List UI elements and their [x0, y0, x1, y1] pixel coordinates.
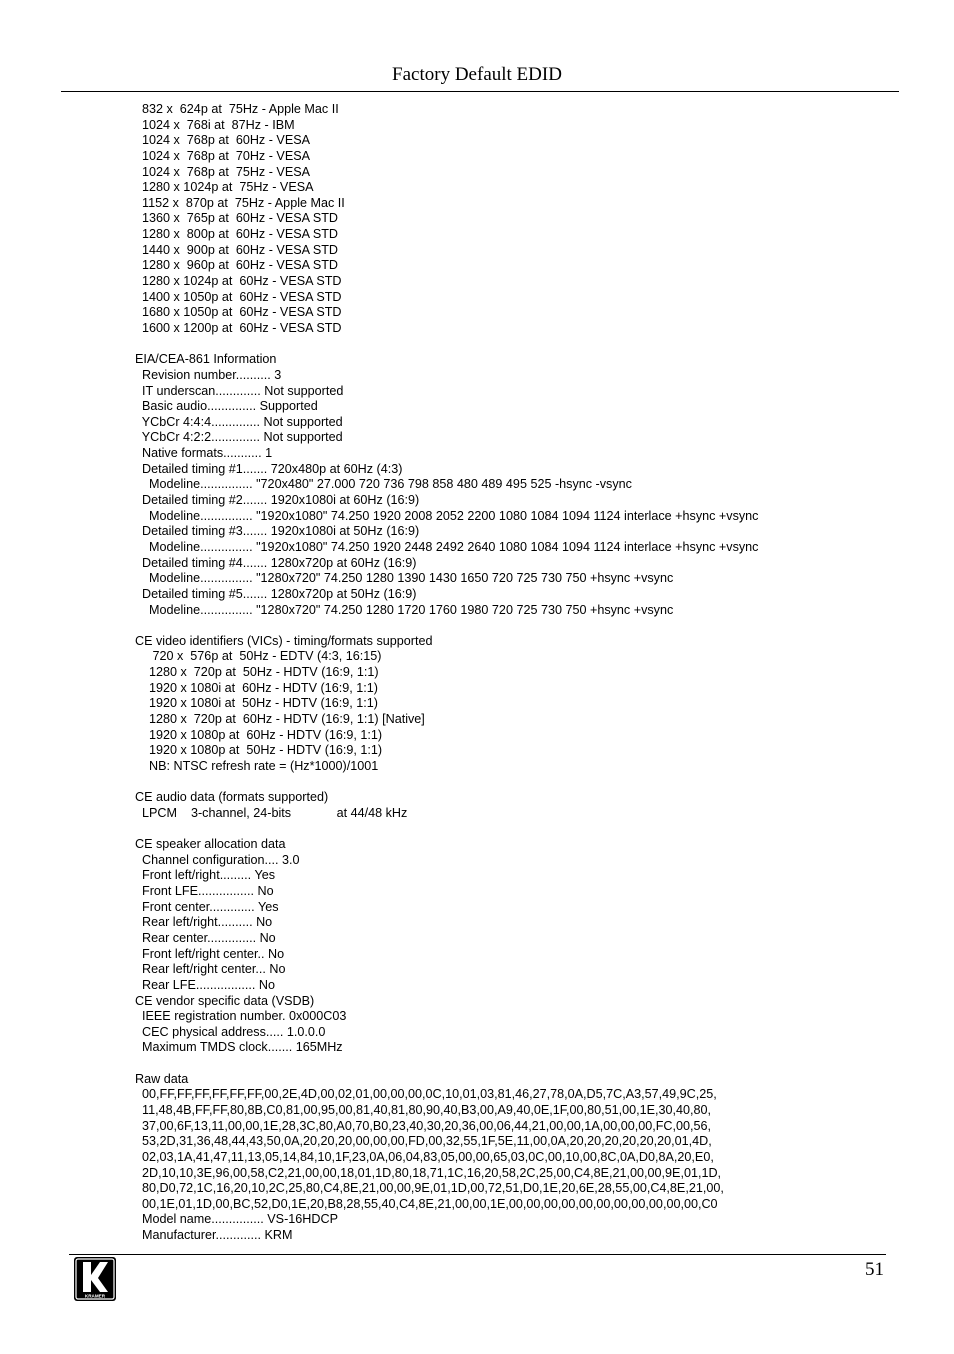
report-line: CE audio data (formats supported) — [135, 790, 329, 805]
report-line: Detailed timing #4....... 1280x720p at 60Hz (16:9) — [135, 555, 417, 570]
page-number: 51 — [865, 1259, 884, 1280]
report-line: 02,03,1A,41,47,11,13,05,14,84,10,1F,23,0A,06,04,83,05,00,00,65,03,0C,00,10,00,8C,0A,D0,8A,20,E0, — [135, 1149, 714, 1164]
header-divider — [61, 91, 899, 92]
report-line: Detailed timing #2....... 1920x1080i at 60Hz (16:9) — [135, 493, 420, 508]
report-line: Front center............. Yes — [135, 899, 279, 914]
kramer-logo — [74, 1257, 116, 1301]
report-line: Modeline............... "1920x1080" 74.250 1920 2008 2052 2200 1080 1084 1094 1124 interlace +hsync +vsync — [135, 508, 759, 523]
report-line: CE video identifiers (VICs) - timing/formats supported — [135, 633, 433, 648]
report-line: 1920 x 1080p at 50Hz - HDTV (16:9, 1:1) — [135, 743, 383, 758]
report-line: 1280 x 1024p at 60Hz - VESA STD — [135, 274, 342, 289]
report-line: 1024 x 768p at 60Hz - VESA — [135, 133, 311, 148]
report-line — [135, 821, 935, 837]
edid-report-text — [135, 102, 935, 1244]
report-line: Front left/right center.. No — [135, 946, 285, 961]
report-line: 11,48,4B,FF,FF,80,8B,C0,81,00,95,00,81,40,81,80,90,40,B3,00,A9,40,0E,1F,00,80,51,00,1E,30,40,80, — [135, 1103, 712, 1117]
report-line: 1280 x 1024p at 75Hz - VESA — [135, 180, 314, 195]
report-line: 1920 x 1080p at 60Hz - HDTV (16:9, 1:1) — [135, 727, 383, 742]
report-line: Modeline............... "1280x720" 74.250 1280 1390 1430 1650 720 725 730 750 +hsync +vsync — [135, 571, 674, 586]
report-line: Rear left/right.......... No — [135, 915, 273, 930]
report-line — [135, 775, 935, 791]
report-line: Modeline............... "1280x720" 74.250 1280 1720 1760 1980 720 725 730 750 +hsync +vsync — [135, 602, 674, 617]
report-line: Channel configuration.... 3.0 — [135, 852, 300, 867]
report-line: Rear LFE................. No — [135, 977, 275, 992]
footer-divider — [69, 1254, 886, 1255]
report-line: 1360 x 765p at 60Hz - VESA STD — [135, 211, 339, 226]
report-line: Maximum TMDS clock....... 165MHz — [135, 1040, 343, 1055]
report-line: Revision number.......... 3 — [135, 367, 282, 382]
report-line — [135, 337, 935, 353]
report-line: 53,2D,31,36,48,44,43,50,0A,20,20,20,00,00,00,FD,00,32,55,1F,5E,11,00,0A,20,20,20,20,20,20,01,4D, — [135, 1134, 712, 1149]
report-line: LPCM 3-channel, 24-bits at 44/48 kHz — [135, 805, 408, 820]
report-line: CE speaker allocation data — [135, 837, 286, 852]
report-line: YCbCr 4:2:2.............. Not supported — [135, 430, 343, 445]
report-line: IT underscan............. Not supported — [135, 383, 344, 398]
report-line: Modeline............... "1920x1080" 74.250 1920 2448 2492 2640 1080 1084 1094 1124 interlace +hsync +vsync — [135, 539, 759, 554]
report-line: 1280 x 800p at 60Hz - VESA STD — [135, 227, 339, 242]
report-line: 2D,10,10,3E,96,00,58,C2,21,00,00,18,01,1D,80,18,71,1C,16,20,58,2C,25,00,C4,8E,21,00,00,9E,01,1D, — [135, 1165, 722, 1180]
report-line: Basic audio.............. Supported — [135, 399, 318, 414]
report-line: 720 x 576p at 50Hz - EDTV (4:3, 16:15) — [135, 649, 382, 664]
report-line: 1280 x 960p at 60Hz - VESA STD — [135, 258, 339, 273]
report-line: 80,D0,72,1C,16,20,10,2C,25,80,C4,8E,21,00,00,9E,01,1D,00,72,51,D0,1E,20,6E,28,55,00,C4,8E,21,00, — [135, 1181, 724, 1196]
report-line: 1680 x 1050p at 60Hz - VESA STD — [135, 305, 342, 320]
report-line: 1440 x 900p at 60Hz - VESA STD — [135, 242, 339, 257]
report-line: 00,1E,01,1D,00,BC,52,D0,1E,20,B8,28,55,40,C4,8E,21,00,00,1E,00,00,00,00,00,00,00,00,00,00,00,C0 — [135, 1196, 718, 1211]
report-line: Raw data — [135, 1071, 189, 1086]
report-line: IEEE registration number. 0x000C03 — [135, 1009, 347, 1024]
report-line: 1920 x 1080i at 50Hz - HDTV (16:9, 1:1) — [135, 696, 378, 711]
report-line: 1024 x 768p at 70Hz - VESA — [135, 148, 311, 163]
report-line: EIA/CEA-861 Information — [135, 352, 277, 367]
page-header-title: Factory Default EDID — [392, 64, 562, 85]
report-line: Front LFE................ No — [135, 884, 274, 899]
report-line: Detailed timing #3....... 1920x1080i at 50Hz (16:9) — [135, 524, 420, 539]
report-line: Detailed timing #1....... 720x480p at 60Hz (4:3) — [135, 461, 403, 476]
report-line — [135, 1056, 935, 1072]
report-line: CE vendor specific data (VSDB) — [135, 993, 315, 1008]
report-line: Modeline............... "720x480" 27.000 720 736 798 858 480 489 495 525 -hsync -vsync — [135, 477, 632, 492]
report-line: Rear left/right center... No — [135, 962, 286, 977]
report-line: 37,00,6F,13,11,00,00,1E,28,3C,80,A0,70,B0,23,40,30,20,36,00,06,44,21,00,00,1A,00,00,00,FC,00,56, — [135, 1118, 712, 1133]
report-line: 1152 x 870p at 75Hz - Apple Mac II — [135, 195, 345, 210]
report-line: Manufacturer............. KRM — [135, 1228, 293, 1243]
report-line: 1600 x 1200p at 60Hz - VESA STD — [135, 320, 342, 335]
report-line: 1280 x 720p at 60Hz - HDTV (16:9, 1:1) [Native] — [135, 711, 425, 726]
report-line: 832 x 624p at 75Hz - Apple Mac II — [135, 102, 339, 116]
report-line: Rear center.............. No — [135, 930, 276, 945]
report-line — [135, 618, 935, 634]
report-line: NB: NTSC refresh rate = (Hz*1000)/1001 — [135, 758, 379, 773]
report-line: 1024 x 768p at 75Hz - VESA — [135, 164, 311, 179]
svg-text:KRAMER: KRAMER — [84, 1293, 106, 1299]
report-line: CEC physical address..... 1.0.0.0 — [135, 1024, 326, 1039]
report-line: Front left/right......... Yes — [135, 868, 275, 883]
report-line: 1400 x 1050p at 60Hz - VESA STD — [135, 289, 342, 304]
report-line: YCbCr 4:4:4.............. Not supported — [135, 414, 343, 429]
report-line: 1024 x 768i at 87Hz - IBM — [135, 117, 295, 132]
report-line: Native formats........... 1 — [135, 446, 273, 461]
report-line: 00,FF,FF,FF,FF,FF,FF,00,2E,4D,00,02,01,00,00,00,0C,10,01,03,81,46,27,78,0A,D5,7C,A3,57,49,9C,25, — [135, 1087, 717, 1102]
report-line: Model name............... VS-16HDCP — [135, 1212, 338, 1227]
report-line: 1280 x 720p at 50Hz - HDTV (16:9, 1:1) — [135, 665, 379, 680]
report-line: Detailed timing #5....... 1280x720p at 50Hz (16:9) — [135, 586, 417, 601]
report-line: 1920 x 1080i at 60Hz - HDTV (16:9, 1:1) — [135, 680, 378, 695]
